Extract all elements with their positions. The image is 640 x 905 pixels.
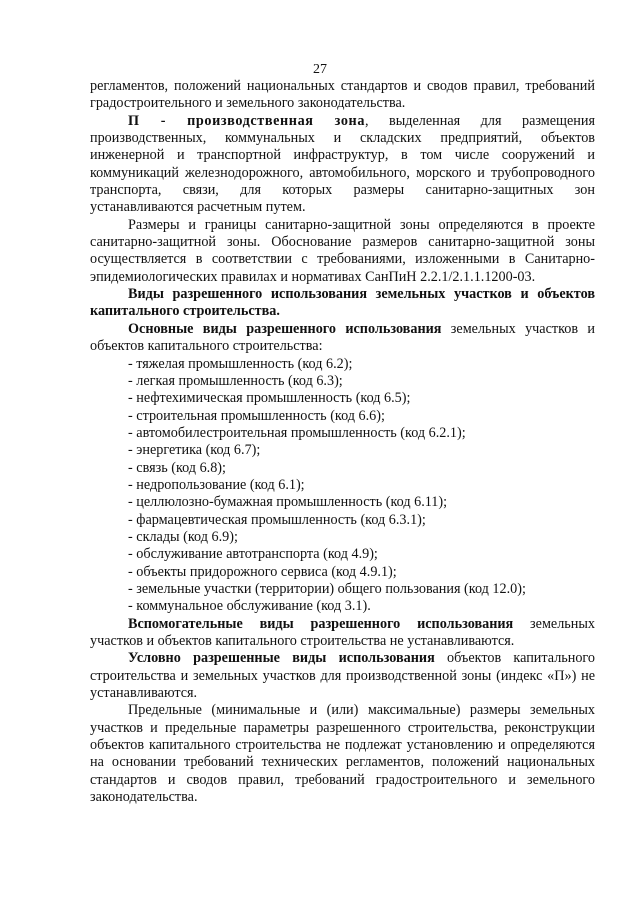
- list-item: - склады (код 6.9);: [128, 528, 238, 545]
- cond-uses-title: Условно разрешенные виды использования: [128, 650, 435, 667]
- cond-uses-text: объектов капитального строительства и земельных участков для производственной зоны (индекс «П») не устанавливаются.: [90, 650, 595, 702]
- paragraph-sizes: Размеры и границы санитарно-защитной зоны определяются в проекте санитарно-защитной зоны. Обоснование размеров санитарно-защитной зоны осуществляется в соответствии с требованиями, изложенными в Санитарно-эпидемиологических правилах и нормативах СанПиН 2.2.1/2.1.1.1200-03.: [90, 216, 595, 285]
- paragraph-aux-uses: [90, 616, 595, 651]
- list-item: - недропользование (код 6.1);: [128, 476, 305, 493]
- aux-uses-text: земельных участков и объектов капитального строительства не устанавливаются.: [90, 615, 595, 649]
- list-item: - тяжелая промышленность (код 6.2);: [128, 355, 353, 372]
- zone-text: , выделенная для размещения производственных, коммунальных и складских предприятий, объектов инженерной и транспортной инфраструктур, в том числе сооружений и коммуникаций железнодорожного, автомобильного, морского и трубопроводного транспорта, связи, для которых размеры санитарно-защитных зон устанавливаются расчетным путем.: [90, 112, 595, 216]
- list-item: - целлюлозно-бумажная промышленность (код 6.11);: [128, 494, 448, 511]
- document-body: [90, 78, 595, 806]
- list-item: - объекты придорожного сервиса (код 4.9.1);: [128, 563, 397, 580]
- list-item: - коммунальное обслуживание (код 3.1).: [128, 598, 371, 615]
- aux-uses-title: Вспомогательные виды разрешенного использования: [128, 615, 514, 632]
- list-item: - нефтехимическая промышленность (код 6.5);: [128, 390, 411, 407]
- paragraph-main-uses: [90, 321, 595, 356]
- list-item: - фармацевтическая промышленность (код 6.3.1);: [128, 511, 426, 528]
- paragraph-zone: [90, 113, 595, 217]
- heading-uses-text: Виды разрешенного использования земельных участков и объектов капитального строительства.: [90, 286, 595, 320]
- paragraph-cond-uses: [90, 650, 595, 702]
- paragraph-limits: Предельные (минимальные и (или) максимальные) размеры земельных участков и предельные параметры разрешенного строительства, реконструкции объектов капитального строительства не подлежат установлению и определяются на основании требований технических регламентов, положений национальных стандартов и сводов правил, требований градостроительного и земельного законодательства.: [90, 702, 595, 806]
- main-uses-title: Основные виды разрешенного использования: [128, 320, 442, 337]
- heading-uses: [90, 286, 595, 321]
- list-item: - обслуживание автотранспорта (код 4.9);: [128, 546, 378, 563]
- list-item: - энергетика (код 6.7);: [128, 442, 261, 459]
- main-uses-list: [90, 356, 595, 616]
- zone-title: П - производственная зона: [128, 112, 366, 129]
- page-number: 27: [313, 62, 327, 77]
- main-uses-text: земельных участков и объектов капитального строительства:: [90, 320, 595, 355]
- paragraph-intro: регламентов, положений национальных стандартов и сводов правил, требований градостроительного и земельного законодательства.: [90, 78, 595, 112]
- list-item: - строительная промышленность (код 6.6);: [128, 407, 385, 424]
- list-item: - легкая промышленность (код 6.3);: [128, 372, 343, 389]
- list-item: - земельные участки (территории) общего пользования (код 12.0);: [128, 580, 526, 597]
- list-item: - связь (код 6.8);: [128, 459, 226, 476]
- list-item: - автомобилестроительная промышленность (код 6.2.1);: [128, 424, 466, 441]
